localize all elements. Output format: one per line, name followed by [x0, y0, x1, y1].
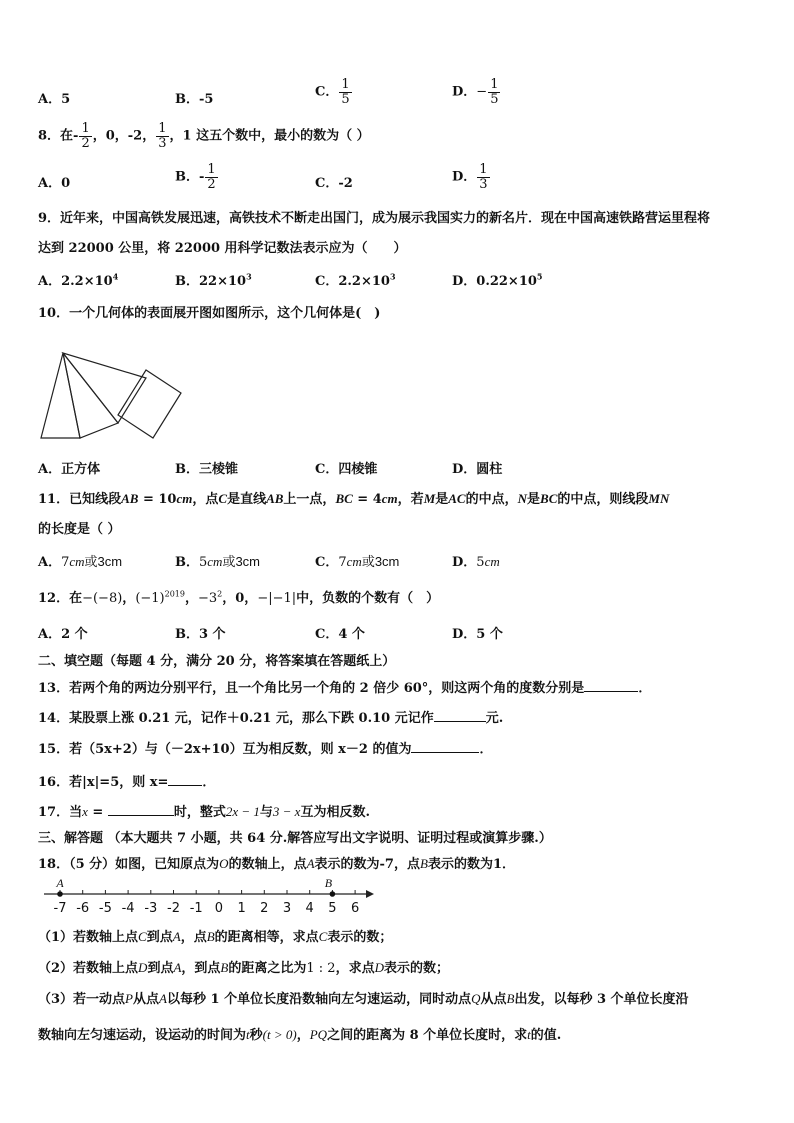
q10-stem: 10．一个几何体的表面展开图如图所示，这个几何体是( ) [38, 306, 381, 321]
q18-sub3-line1: （3）若一动点P从点A以每秒 1 个单位长度沿数轴向左匀速运动，同时动点Q从点B出发，以每秒 3 个单位长度沿 [38, 991, 689, 1007]
number-line-tick-label: -6 [76, 901, 90, 916]
q8-option-b: B．- $\frac{1}{2}$ [175, 162, 216, 192]
number-line-tick-label: 0 [214, 901, 224, 916]
number-line-tick-label: 1 [237, 901, 246, 916]
q11-option-c: C．7cm或3cm [315, 554, 400, 570]
number-line-tick-label: 4 [305, 901, 314, 916]
q7-option-c: C． $\frac{1}{5}$ [315, 77, 350, 107]
point-a [57, 891, 63, 897]
q10-option-d: D．圆柱 [452, 462, 503, 477]
number-line [40, 876, 380, 918]
q14: 14．某股票上涨 0.21 元，记作＋0.21 元，那么下跌 0.10 元记作 元. [38, 711, 504, 726]
number-line-tick-label: 2 [260, 901, 269, 916]
net-square-base [118, 370, 181, 438]
q17: 17．当x = 时，整式2x − 1与3 − x互为相反数. [38, 804, 370, 820]
number-line-arrow [366, 890, 374, 898]
q11-stem-line2: 的长度是（ ） [38, 522, 121, 537]
q12-stem: 12．在−(−8)，$(-1)^{2019}$，$-3^2$，0，−|−1|中，负数的个数有（ ） [38, 589, 440, 606]
q10-net-figure [38, 348, 188, 440]
number-line-tick-label: -7 [53, 901, 67, 916]
q9-stem-line1: 9．近年来，中国高铁发展迅速，高铁技术不断走出国门，成为展示我国实力的新名片．现在中国高速铁路营运里程将 [38, 211, 711, 226]
q9-option-b: B．$22\times 10^3$ [175, 271, 252, 289]
q7-option-a: A．5 [38, 92, 71, 107]
q11-option-d: D．5cm [452, 554, 500, 570]
point-b [330, 891, 336, 897]
section-3-heading: 三、解答题 （本大题共 7 小题，共 64 分.解答应写出文字说明、证明过程或演算步骤.） [38, 831, 552, 846]
q15: 15．若（5x+2）与（－2x+10）互为相反数，则 x－2 的值为 ． [38, 742, 493, 757]
point-a-label: A [56, 876, 64, 890]
number-line-tick-label: 5 [328, 901, 337, 916]
q8-option-c: C．-2 [315, 176, 353, 191]
q12-option-b: B．3 个 [175, 627, 226, 642]
q12-option-c: C．4 个 [315, 627, 365, 642]
number-line-tick-label: 3 [282, 901, 292, 916]
q8-option-a: A．0 [38, 176, 71, 191]
q10-option-b: B．三棱锥 [175, 462, 238, 477]
number-line-tick-label: -5 [98, 901, 112, 916]
q11-stem-line1: 11．已知线段AB = 10cm，点C是直线AB上一点，BC = 4cm，若M是AC的中点，N是BC的中点，则线段MN [38, 491, 670, 507]
q10-option-c: C．四棱锥 [315, 462, 378, 477]
number-line-tick-label: -2 [167, 901, 180, 916]
q7-option-b: B．-5 [175, 92, 214, 107]
q18-stem: 18．（5 分）如图，已知原点为O的数轴上，点A表示的数为-7，点B表示的数为1． [38, 856, 515, 872]
q9-stem-line2: 达到 22000 公里，将 22000 用科学记数法表示应为（ ） [38, 241, 407, 256]
q9-option-a: A．$2.2\times 10^4$ [38, 271, 119, 289]
q7-option-d: D．− $\frac{1}{5}$ [452, 77, 499, 107]
point-b-label: B [324, 876, 333, 890]
q12-option-a: A．2 个 [38, 627, 88, 642]
q9-option-c: C．$2.2\times 10^3$ [315, 271, 396, 289]
q16: 16．若|x|=5，则 x= ． [38, 775, 216, 790]
q8-option-d: D． $\frac{1}{3}$ [452, 162, 488, 192]
q11-option-b: B．5cm或3cm [175, 554, 261, 570]
q9-option-d: D．$0.22\times 10^5$ [452, 271, 543, 289]
q8-stem: 8．在- $\frac{1}{2}$ ，0，-2， $\frac{1}{3}$ ，1 这五个数中，最小的数为（ ） [38, 121, 370, 151]
q12-option-d: D．5 个 [452, 627, 503, 642]
q18-sub1: （1）若数轴上点C到点A，点B的距离相等，求点C表示的数； [38, 929, 393, 945]
number-line-tick-label: 6 [350, 901, 360, 916]
net-triangle-2 [63, 353, 118, 438]
q18-sub3-line2: 数轴向左匀速运动，设运动的时间为t秒(t > 0)，PQ之间的距离为 8 个单位长度时，求t的值. [38, 1027, 562, 1043]
number-line-tick-label: -4 [121, 901, 135, 916]
net-triangle-1 [41, 353, 80, 438]
q13: 13．若两个角的两边分别平行，且一个角比另一个角的 2 倍少 60°，则这两个角的度数分别是 ． [38, 681, 652, 696]
q18-sub2: （2）若数轴上点D到点A，到点B的距离之比为1 : 2，求点D表示的数； [38, 960, 449, 976]
number-line-tick-label: -1 [189, 901, 203, 916]
q10-option-a: A．正方体 [38, 462, 101, 477]
section-2-heading: 二、填空题（每题 4 分，满分 20 分，将答案填在答题纸上） [38, 654, 396, 669]
number-line-tick-label: -3 [144, 901, 158, 916]
q11-option-a: A．7cm或3cm [38, 554, 123, 570]
